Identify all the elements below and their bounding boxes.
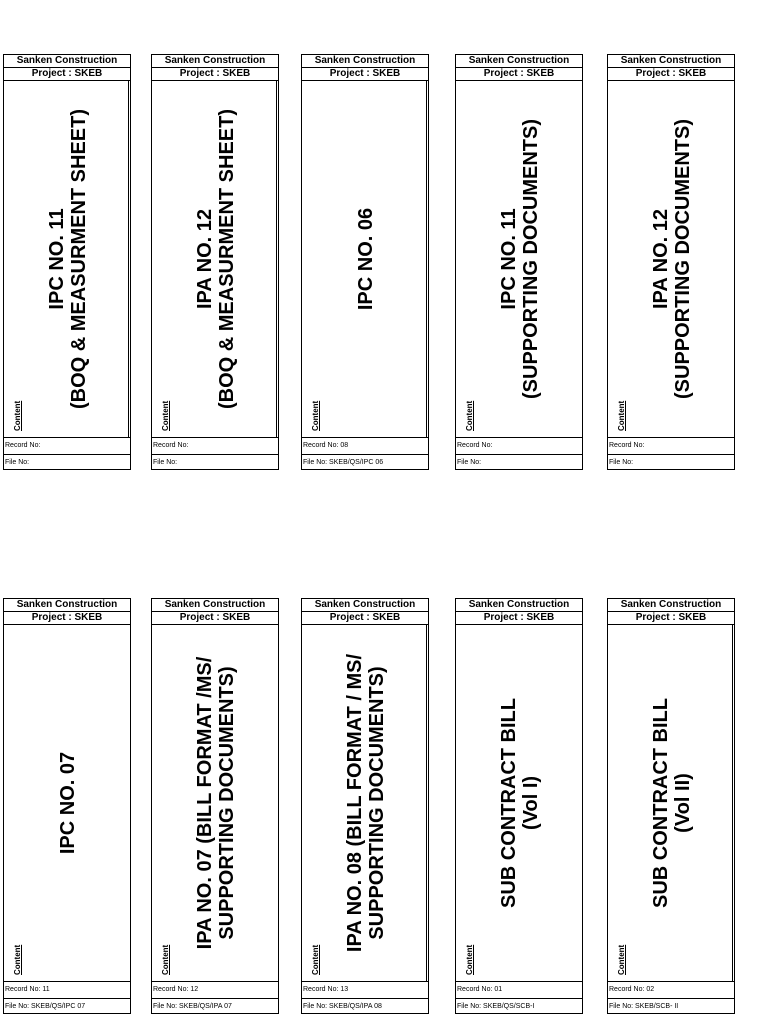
project-name: Project : SKEB	[456, 68, 582, 81]
label-title: SUB CONTRACT BILL (Vol I)	[498, 698, 542, 908]
project-name: Project : SKEB	[302, 68, 428, 81]
project-name: Project : SKEB	[4, 612, 130, 625]
binder-label-10	[607, 598, 735, 1014]
content-caption: Content	[617, 944, 626, 975]
binder-label-8	[301, 598, 429, 1014]
content-area	[456, 81, 582, 438]
record-number: Record No: 02	[608, 982, 734, 999]
file-number: File No: SKEB/QS/IPA 08	[303, 1003, 382, 1010]
record-number: Record No:	[152, 438, 278, 455]
label-title: IPC NO. 11 (BOQ & MEASURMENT SHEET)	[46, 109, 90, 409]
company-name: Sanken Construction	[456, 599, 582, 612]
record-number: Record No: 08	[302, 438, 428, 455]
file-number: File No:	[609, 459, 634, 466]
content-caption: Content	[13, 944, 22, 975]
company-name: Sanken Construction	[608, 599, 734, 612]
record-number: Record No:	[608, 438, 734, 455]
record-number: Record No:	[4, 438, 130, 455]
label-title: IPA NO. 07 (BILL FORMAT /MS/ SUPPORTING DOCUMENTS)	[194, 656, 238, 950]
content-area	[4, 625, 130, 982]
content-area	[456, 625, 582, 982]
company-name: Sanken Construction	[4, 599, 130, 612]
file-number: File No:	[457, 459, 482, 466]
file-number: File No: SKEB/QS/IPC 07	[5, 1003, 86, 1010]
company-name: Sanken Construction	[152, 55, 278, 68]
content-caption: Content	[311, 400, 320, 431]
content-caption: Content	[465, 400, 474, 431]
project-name: Project : SKEB	[608, 68, 734, 81]
project-name: Project : SKEB	[302, 612, 428, 625]
project-name: Project : SKEB	[608, 612, 734, 625]
company-name: Sanken Construction	[608, 55, 734, 68]
content-area	[152, 81, 278, 438]
content-caption: Content	[161, 400, 170, 431]
binder-label-5	[607, 54, 735, 470]
content-caption: Content	[13, 400, 22, 431]
content-area	[608, 81, 734, 438]
label-title: IPC NO. 11 (SUPPORTING DOCUMENTS)	[498, 119, 542, 399]
binder-label-7	[151, 598, 279, 1014]
binder-label-3	[301, 54, 429, 470]
project-name: Project : SKEB	[4, 68, 130, 81]
record-number: Record No:	[456, 438, 582, 455]
record-number: Record No: 13	[302, 982, 428, 999]
content-caption: Content	[465, 944, 474, 975]
content-area	[608, 625, 734, 982]
record-number: Record No: 11	[4, 982, 130, 999]
content-area	[152, 625, 278, 982]
label-title: IPA NO. 12 (BOQ & MEASURMENT SHEET)	[194, 109, 238, 409]
file-number: File No:	[153, 459, 178, 466]
content-caption: Content	[311, 944, 320, 975]
content-area	[302, 81, 428, 438]
file-number: File No:	[5, 459, 30, 466]
binder-label-1	[3, 54, 131, 470]
binder-label-4	[455, 54, 583, 470]
binder-label-6	[3, 598, 131, 1014]
project-name: Project : SKEB	[152, 612, 278, 625]
record-number: Record No: 12	[152, 982, 278, 999]
content-caption: Content	[617, 400, 626, 431]
company-name: Sanken Construction	[302, 55, 428, 68]
label-title: IPC NO. 07	[57, 751, 79, 855]
project-name: Project : SKEB	[456, 612, 582, 625]
file-number: File No: SKEB/QS/IPA 07	[153, 1003, 232, 1010]
label-title: IPA NO. 08 (BILL FORMAT / MS/ SUPPORTING DOCUMENTS)	[344, 653, 388, 953]
label-title: IPA NO. 12 (SUPPORTING DOCUMENTS)	[650, 119, 694, 399]
label-title: SUB CONTRACT BILL (Vol II)	[650, 698, 694, 908]
file-number: File No: SKEB/SCB- II	[609, 1003, 679, 1010]
company-name: Sanken Construction	[4, 55, 130, 68]
company-name: Sanken Construction	[152, 599, 278, 612]
file-number: File No: SKEB/QS/SCB-I	[457, 1003, 535, 1010]
company-name: Sanken Construction	[302, 599, 428, 612]
label-title: IPC NO. 06	[355, 207, 377, 311]
project-name: Project : SKEB	[152, 68, 278, 81]
record-number: Record No: 01	[456, 982, 582, 999]
content-caption: Content	[161, 944, 170, 975]
content-area	[302, 625, 428, 982]
company-name: Sanken Construction	[456, 55, 582, 68]
content-area	[4, 81, 130, 438]
binder-label-2	[151, 54, 279, 470]
file-number: File No: SKEB/QS/IPC 06	[303, 459, 384, 466]
binder-label-9	[455, 598, 583, 1014]
